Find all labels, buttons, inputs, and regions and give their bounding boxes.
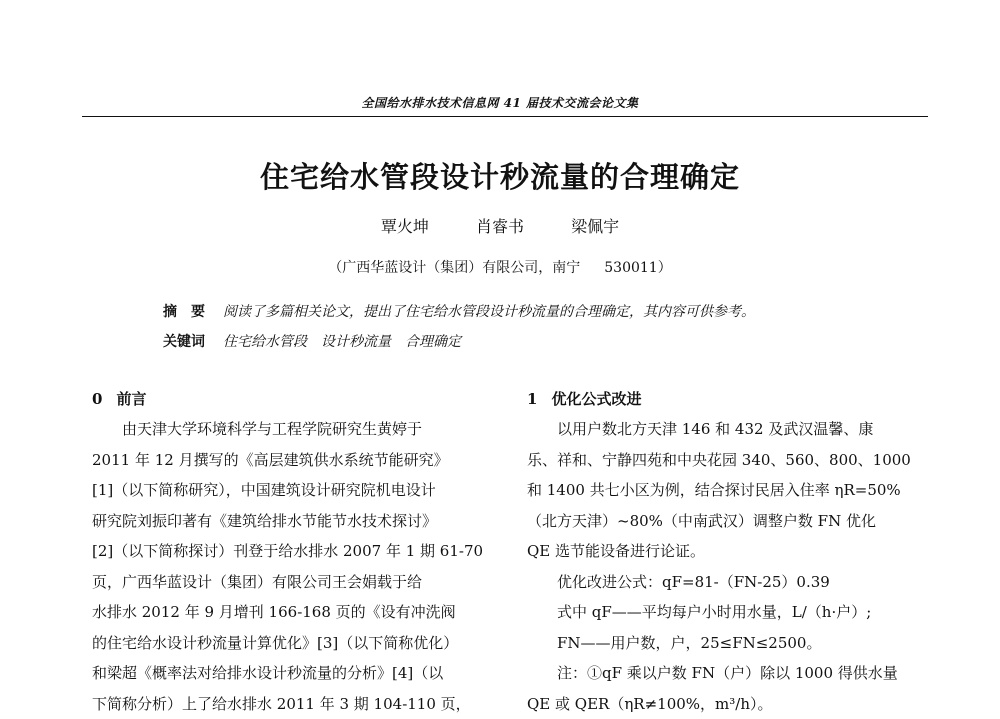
text-line: 由天津大学环境科学与工程学院研究生黄婷于 <box>92 414 502 445</box>
text-line: 式中 qF——平均每户小时用水量，L/（h·户）; <box>527 597 937 628</box>
text-line: 2011 年 12 月撰写的《高层建筑供水系统节能研究》 <box>92 445 502 476</box>
section-heading <box>527 384 937 414</box>
text-line: （北方天津）~80%（中南武汉）调整户数 FN 优化 <box>527 506 937 537</box>
section-body <box>527 414 937 719</box>
section-heading <box>92 384 502 414</box>
section-number: 1 <box>527 390 537 408</box>
text-line: 研究院刘振印著有《建筑给排水节能节水技术探讨》 <box>92 506 502 537</box>
text-line: 乐、祥和、宁静四苑和中央花园 340、560、800、1000 <box>527 445 937 476</box>
text-line: [1]（以下简称研究），中国建筑设计研究院机电设计 <box>92 475 502 506</box>
keywords <box>163 331 923 351</box>
header-rule <box>82 116 928 117</box>
section-title: 优化公式改进 <box>551 390 641 408</box>
section-number: 0 <box>92 390 102 408</box>
text-line: 注：①qF 乘以户数 FN（户）除以 1000 得供水量 <box>527 658 937 689</box>
affiliation-zip: 530011） <box>604 260 671 276</box>
affiliation <box>0 257 1000 277</box>
abstract <box>163 301 923 321</box>
paper-title: 住宅给水管段设计秒流量的合理确定 <box>0 155 1000 196</box>
text-line: 水排水 2012 年 9 月增刊 166-168 页的《设有冲洗阀 <box>92 597 502 628</box>
section-title: 前言 <box>116 390 146 408</box>
text-line: QE 选节能设备进行论证。 <box>527 536 937 567</box>
section-body <box>92 414 502 719</box>
affiliation-org: （广西华蓝设计（集团）有限公司，南宁 <box>328 260 580 276</box>
text-line: [2]（以下简称探讨）刊登于给水排水 2007 年 1 期 61-70 <box>92 536 502 567</box>
author-name: 梁佩宇 <box>571 217 619 236</box>
text-line: 页，广西华蓝设计（集团）有限公司王会娟载于给 <box>92 567 502 598</box>
abstract-label: 摘 要 <box>163 304 205 320</box>
text-line: 的住宅给水设计秒流量计算优化》[3]（以下简称优化） <box>92 628 502 659</box>
text-line: 以用户数北方天津 146 和 432 及武汉温馨、康 <box>527 414 937 445</box>
text-line: QE 或 QER（ηR≠100%，m³/h）。 <box>527 689 937 719</box>
right-column <box>527 384 937 719</box>
author-name: 肖睿书 <box>476 217 524 236</box>
text-line: 和梁超《概率法对给排水设计秒流量的分析》[4]（以 <box>92 658 502 689</box>
running-header: 全国给水排水技术信息网 41 届技术交流会论文集 <box>0 94 1000 111</box>
keywords-label: 关键词 <box>163 334 205 350</box>
text-line: 和 1400 共七小区为例，结合探讨民居入住率 ηR=50% <box>527 475 937 506</box>
text-line: 下简称分析）上了给水排水 2011 年 3 期 104-110 页， <box>92 689 502 719</box>
author-list <box>0 214 1000 237</box>
keywords-text: 住宅给水管段 设计秒流量 合理确定 <box>223 334 461 350</box>
left-column <box>92 384 502 719</box>
text-line: 优化改进公式：qF=81-（FN-25）0.39 <box>527 567 937 598</box>
text-line: FN——用户数，户，25≤FN≤2500。 <box>527 628 937 659</box>
author-name: 覃火坤 <box>381 217 429 236</box>
abstract-text: 阅读了多篇相关论文，提出了住宅给水管段设计秒流量的合理确定，其内容可供参考。 <box>223 304 755 320</box>
